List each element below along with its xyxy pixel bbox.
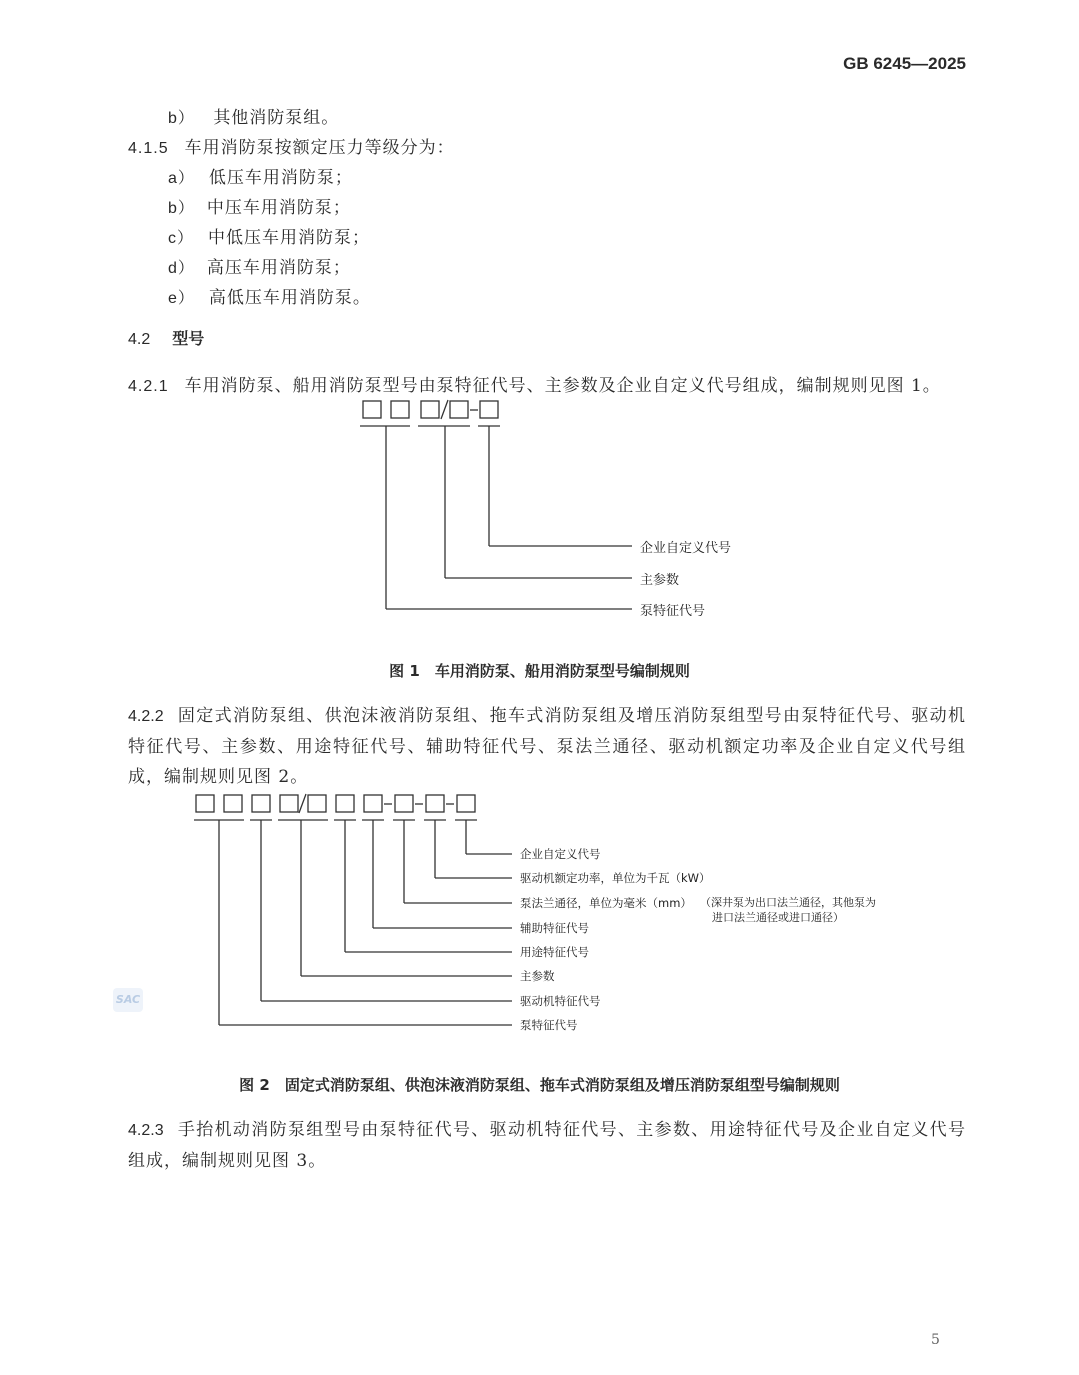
code-box	[364, 795, 382, 812]
code-box	[280, 795, 298, 812]
list-item	[168, 103, 339, 128]
list-item	[168, 253, 351, 278]
list-text: 低压车用消防泵；	[208, 168, 353, 188]
code-box	[336, 795, 354, 812]
code-box	[450, 401, 468, 418]
list-label: c）	[168, 230, 195, 247]
section-heading	[128, 326, 204, 349]
code-box	[308, 795, 326, 812]
diagram-label: 泵特征代号	[640, 604, 706, 619]
list-label: a）	[168, 170, 195, 187]
code-box	[196, 795, 214, 812]
list-text: 高压车用消防泵；	[206, 258, 351, 278]
standard-code: GB 6245—2025	[843, 54, 966, 73]
list-text: 其他消防泵组。	[213, 108, 340, 128]
list-item	[168, 283, 371, 308]
clause-text: 车用消防泵、船用消防泵型号由泵特征代号、主参数及企业自定义代号组成，编制规则见图 1。	[184, 376, 941, 396]
list-text: 高低压车用消防泵。	[208, 288, 371, 308]
page-number: 5	[931, 1332, 940, 1348]
diagram-label: 泵特征代号	[520, 1018, 578, 1032]
figure-1-caption: 图 1 车用消防泵、船用消防泵型号编制规则	[389, 662, 690, 680]
clause-4-2-3	[128, 1115, 966, 1176]
code-box	[224, 795, 242, 812]
diagram-label: 主参数	[640, 573, 680, 588]
code-box	[457, 795, 475, 812]
code-box	[421, 401, 439, 418]
code-box	[363, 401, 381, 418]
list-item	[168, 163, 353, 188]
figure-1-diagram	[0, 395, 1079, 635]
clause-text: 手抬机动消防泵组型号由泵特征代号、驱动机特征代号、主参数、用途特征代号及企业自定义代号组成，编制规则见图 3。	[128, 1120, 966, 1171]
clause-text: 车用消防泵按额定压力等级分为：	[184, 138, 455, 158]
diagram-label: 驱动机额定功率，单位为千瓦（kW）	[520, 871, 711, 885]
clause-text: 固定式消防泵组、供泡沫液消防泵组、拖车式消防泵组及增压消防泵组型号由泵特征代号、驱动机特征代号、主参数、用途特征代号、辅助特征代号、泵法兰通径、驱动机额定功率及企业自定义代号组成，编制规则见图 2。	[128, 706, 966, 787]
list-label: b）	[168, 200, 195, 217]
figure-2-caption: 图 2 固定式消防泵组、供泡沫液消防泵组、拖车式消防泵组及增压消防泵组型号编制规则	[239, 1076, 840, 1094]
diagram-label: 驱动机特征代号	[520, 994, 601, 1008]
clause-4-2-2	[128, 701, 966, 792]
list-text: 中压车用消防泵；	[206, 198, 351, 218]
code-box	[252, 795, 270, 812]
code-box	[391, 401, 409, 418]
section-title: 型号	[172, 329, 205, 348]
code-box	[480, 401, 498, 418]
clause-number: 4.2.1	[128, 378, 169, 395]
diagram-label: 企业自定义代号	[640, 541, 732, 556]
list-text: 中低压车用消防泵；	[208, 228, 371, 248]
diagram-label: 泵法兰通径，单位为毫米（mm）	[520, 896, 692, 910]
code-box	[395, 795, 413, 812]
list-label: d）	[168, 260, 195, 277]
clause-4-1-5	[128, 133, 455, 158]
list-label: b）	[168, 110, 195, 127]
sac-watermark-logo: SAC	[113, 988, 143, 1012]
figure-2-diagram	[0, 790, 1079, 1040]
list-item	[168, 193, 351, 218]
code-box	[426, 795, 444, 812]
list-item	[168, 223, 370, 248]
diagram-label: 企业自定义代号	[520, 847, 601, 861]
list-label: e）	[168, 290, 195, 307]
clause-number: 4.2.2	[128, 708, 164, 725]
clause-number: 4.2.3	[128, 1122, 164, 1139]
diagram-label: 用途特征代号	[520, 945, 589, 959]
diagram-label: 主参数	[520, 969, 555, 983]
clause-4-2-1	[128, 371, 941, 396]
section-number: 4.2	[128, 331, 151, 348]
diagram-note: （深井泵为出口法兰通径，其他泵为	[700, 896, 876, 909]
clause-number: 4.1.5	[128, 140, 169, 157]
diagram-label: 辅助特征代号	[520, 921, 589, 935]
diagram-note: 进口法兰通径或进口通径）	[712, 911, 844, 924]
